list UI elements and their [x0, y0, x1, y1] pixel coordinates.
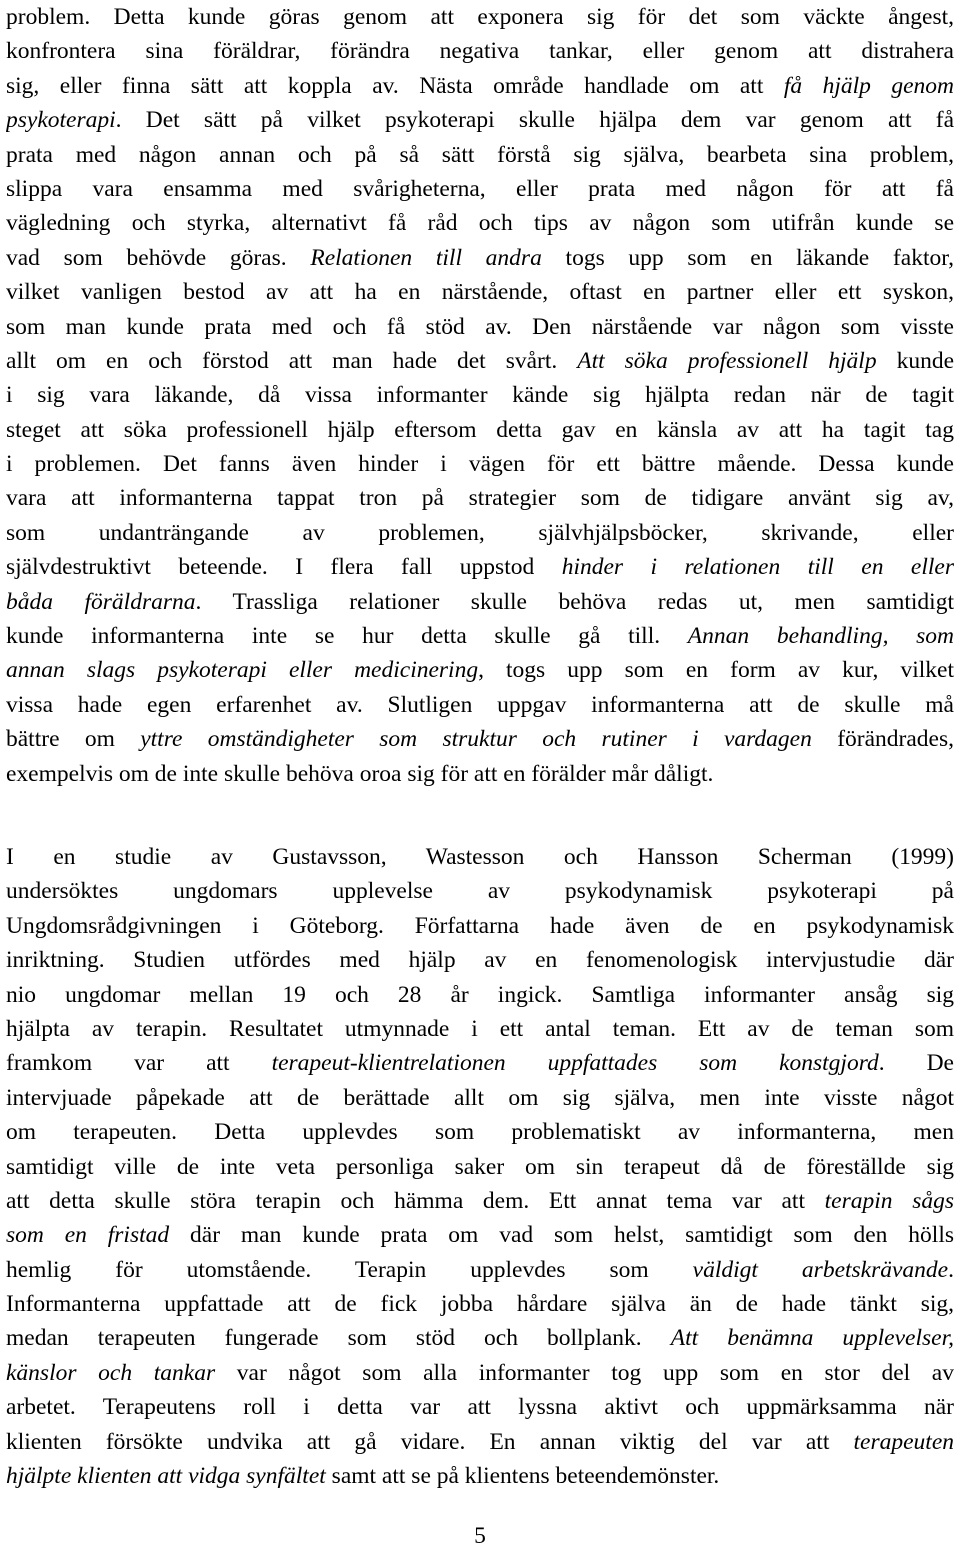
- body-text: Informanterna uppfattade att de fick jobba hårdare själva än de hade tänkt sig,: [6, 1291, 954, 1318]
- body-text: som undanträngande av problemen, självhjälpsböcker, skrivande, eller: [6, 519, 954, 546]
- italic-text: terapin sågs: [824, 1187, 954, 1214]
- body-text: vilket vanligen bestod av att ha en närstående, oftast en partner eller ett syskon,: [6, 279, 954, 306]
- text-line: [6, 241, 954, 275]
- body-text: inriktning. Studien utfördes med hjälp av en fenomenologisk intervjustudie där: [6, 947, 954, 974]
- text-line: [6, 310, 954, 344]
- text-line: [6, 585, 954, 619]
- body-text: . Trassliga relationer skulle behöva redas ut, men samtidigt: [195, 588, 954, 615]
- body-text: . De: [878, 1050, 954, 1077]
- body-text: slippa vara ensamma med svårigheterna, eller prata med någon för att få: [6, 175, 954, 202]
- body-text: i sig vara läkande, då vissa informanter kände sig hjälpta redan när de tagit: [6, 382, 954, 409]
- body-text: förändrades,: [811, 726, 954, 753]
- paragraph-gap: [6, 791, 954, 840]
- body-text: klienten försökte undvika att gå vidare. En annan viktig del var att: [6, 1428, 854, 1455]
- text-line: [6, 138, 954, 172]
- italic-text: terapeuten: [853, 1428, 954, 1455]
- text-line: [6, 1046, 954, 1080]
- text-line: [6, 1356, 954, 1390]
- italic-text: yttre omständigheter som struktur och rutiner i vardagen: [140, 726, 812, 753]
- body-text: om terapeuten. Detta upplevdes som problematiskt av informanterna, men: [6, 1119, 954, 1146]
- italic-text: Att benämna upplevelser,: [670, 1325, 954, 1352]
- body-text: . Det sätt på vilket psykoterapi skulle hjälpa dem var genom att få: [115, 107, 954, 134]
- body-text: nio ungdomar mellan 19 och 28 år ingick. Samtliga informanter ansåg sig: [6, 981, 954, 1008]
- body-text: kunde: [876, 347, 954, 374]
- text-line: [6, 874, 954, 908]
- body-text: konfrontera sina föräldrar, förändra negativa tankar, eller genom att distrahera: [6, 38, 954, 65]
- text-line: [6, 413, 954, 447]
- body-text: vara att informanterna tappat tron på strategier som de tidigare använt sig av,: [6, 485, 954, 512]
- text-line: [6, 172, 954, 206]
- body-text: vägledning och styrka, alternativt få råd och tips av någon som utifrån kunde se: [6, 210, 954, 237]
- body-text: togs upp som en läkande faktor,: [541, 244, 954, 271]
- text-line: [6, 378, 954, 412]
- text-line: [6, 909, 954, 943]
- text-line: [6, 1150, 954, 1184]
- paragraph-coping-strategies: [6, 0, 954, 791]
- text-line: [6, 447, 954, 481]
- body-text: vad som behövde göras.: [6, 244, 311, 271]
- body-text: arbetet. Terapeutens roll i detta var att lyssna aktivt och uppmärksamma när: [6, 1394, 954, 1421]
- italic-text: Relationen till andra: [310, 244, 542, 271]
- text-line: [6, 1012, 954, 1046]
- body-text: problem. Detta kunde göras genom att exponera sig för det som väckte ångest,: [6, 4, 954, 30]
- paragraph-gustavsson-study: [6, 840, 954, 1493]
- text-line: [6, 34, 954, 68]
- text-line: [6, 1390, 954, 1424]
- text-line: [6, 1253, 954, 1287]
- italic-text: hinder i relationen till en eller: [561, 554, 954, 581]
- text-line: [6, 619, 954, 653]
- italic-text: Att söka professionell hjälp: [577, 347, 877, 374]
- body-text: att detta skulle störa terapin och hämma dem. Ett annat tema var att: [6, 1187, 825, 1214]
- body-text: som man kunde prata med och få stöd av. Den närstående var någon som visste: [6, 313, 954, 340]
- body-text: .: [948, 1256, 954, 1283]
- page-number: 5: [474, 1523, 486, 1549]
- body-text: vissa hade egen erfarenhet av. Slutligen uppgav informanterna att de skulle må: [6, 691, 954, 718]
- italic-text: hjälpte klienten att vidga synfältet: [6, 1463, 326, 1490]
- text-line: [6, 1184, 954, 1218]
- text-line: [6, 722, 954, 756]
- body-text: I en studie av Gustavsson, Wastesson och Hansson Scherman (1999): [6, 843, 954, 870]
- body-text: undersöktes ungdomars upplevelse av psykodynamisk psykoterapi på: [6, 878, 954, 905]
- text-line: [6, 978, 954, 1012]
- body-text: där man kunde prata om vad som helst, samtidigt som den hölls: [169, 1222, 954, 1249]
- text-line: [6, 344, 954, 378]
- body-text: kunde informanterna inte se hur detta skulle gå till.: [6, 623, 688, 650]
- body-text: hemlig för utomstående. Terapin upplevdes som: [6, 1256, 693, 1283]
- italic-text: känslor och tankar: [6, 1359, 216, 1386]
- body-text: prata med någon annan och på så sätt förstå sig själva, bearbeta sina problem,: [6, 141, 954, 168]
- body-text: var något som alla informanter tog upp som en stor del av: [215, 1359, 954, 1386]
- body-text: bättre om: [6, 726, 141, 753]
- text-line: [6, 0, 954, 34]
- text-line: [6, 103, 954, 137]
- text-line: [6, 275, 954, 309]
- body-text: steget att söka professionell hjälp eftersom detta gav en känsla av att ha tagit tag: [6, 416, 954, 443]
- body-text: samtidigt ville de inte veta personliga saker om sin terapeut då de föreställde sig: [6, 1153, 954, 1180]
- text-line: [6, 943, 954, 977]
- italic-text: få hjälp genom: [783, 72, 954, 99]
- body-text: allt om en och förstod att man hade det svårt.: [6, 347, 578, 374]
- text-line: [6, 1287, 954, 1321]
- text-line: [6, 206, 954, 240]
- text-line: [6, 1459, 954, 1493]
- body-text: hjälpta av terapin. Resultatet utmynnade i ett antal teman. Ett av de teman som: [6, 1015, 954, 1042]
- italic-text: väldigt arbetskrävande: [692, 1256, 949, 1283]
- text-line: [6, 840, 954, 874]
- text-line: [6, 1115, 954, 1149]
- italic-text: båda föräldrarna: [6, 588, 196, 615]
- text-line: [6, 653, 954, 687]
- text-line: [6, 1081, 954, 1115]
- italic-text: psykoterapi: [6, 107, 116, 134]
- body-text: samt att se på klientens beteendemönster.: [325, 1463, 720, 1490]
- body-text: sig, eller finna sätt att koppla av. Nästa område handlade om att: [6, 72, 784, 99]
- body-text: i problemen. Det fanns även hinder i vägen för ett bättre mående. Dessa kunde: [6, 451, 954, 478]
- text-line: [6, 1321, 954, 1355]
- italic-text: Annan behandling, som: [687, 623, 954, 650]
- text-line: [6, 757, 954, 791]
- text-line: [6, 69, 954, 103]
- text-line: [6, 481, 954, 515]
- body-text: självdestruktivt beteende. I flera fall uppstod: [6, 554, 562, 581]
- text-line: [6, 688, 954, 722]
- italic-text: terapeut-klientrelationen uppfattades som konstgjord: [271, 1050, 879, 1077]
- body-text: Ungdomsrådgivningen i Göteborg. Författarna hade även de en psykodynamisk: [6, 912, 954, 939]
- text-line: [6, 550, 954, 584]
- body-text: exempelvis om de inte skulle behöva oroa sig för att en förälder mår dåligt.: [6, 760, 714, 787]
- italic-text: annan slags psykoterapi eller medicinering: [6, 657, 479, 684]
- body-text: medan terapeuten fungerade som stöd och bollplank.: [6, 1325, 671, 1352]
- document-page: [6, 0, 954, 1493]
- text-line: [6, 1218, 954, 1252]
- italic-text: som en fristad: [6, 1222, 170, 1249]
- text-line: [6, 516, 954, 550]
- body-text: intervjuade påpekade att de berättade allt om sig själva, men inte visste något: [6, 1084, 954, 1111]
- body-text: framkom var att: [6, 1050, 272, 1077]
- body-text: , togs upp som en form av kur, vilket: [478, 657, 954, 684]
- text-line: [6, 1425, 954, 1459]
